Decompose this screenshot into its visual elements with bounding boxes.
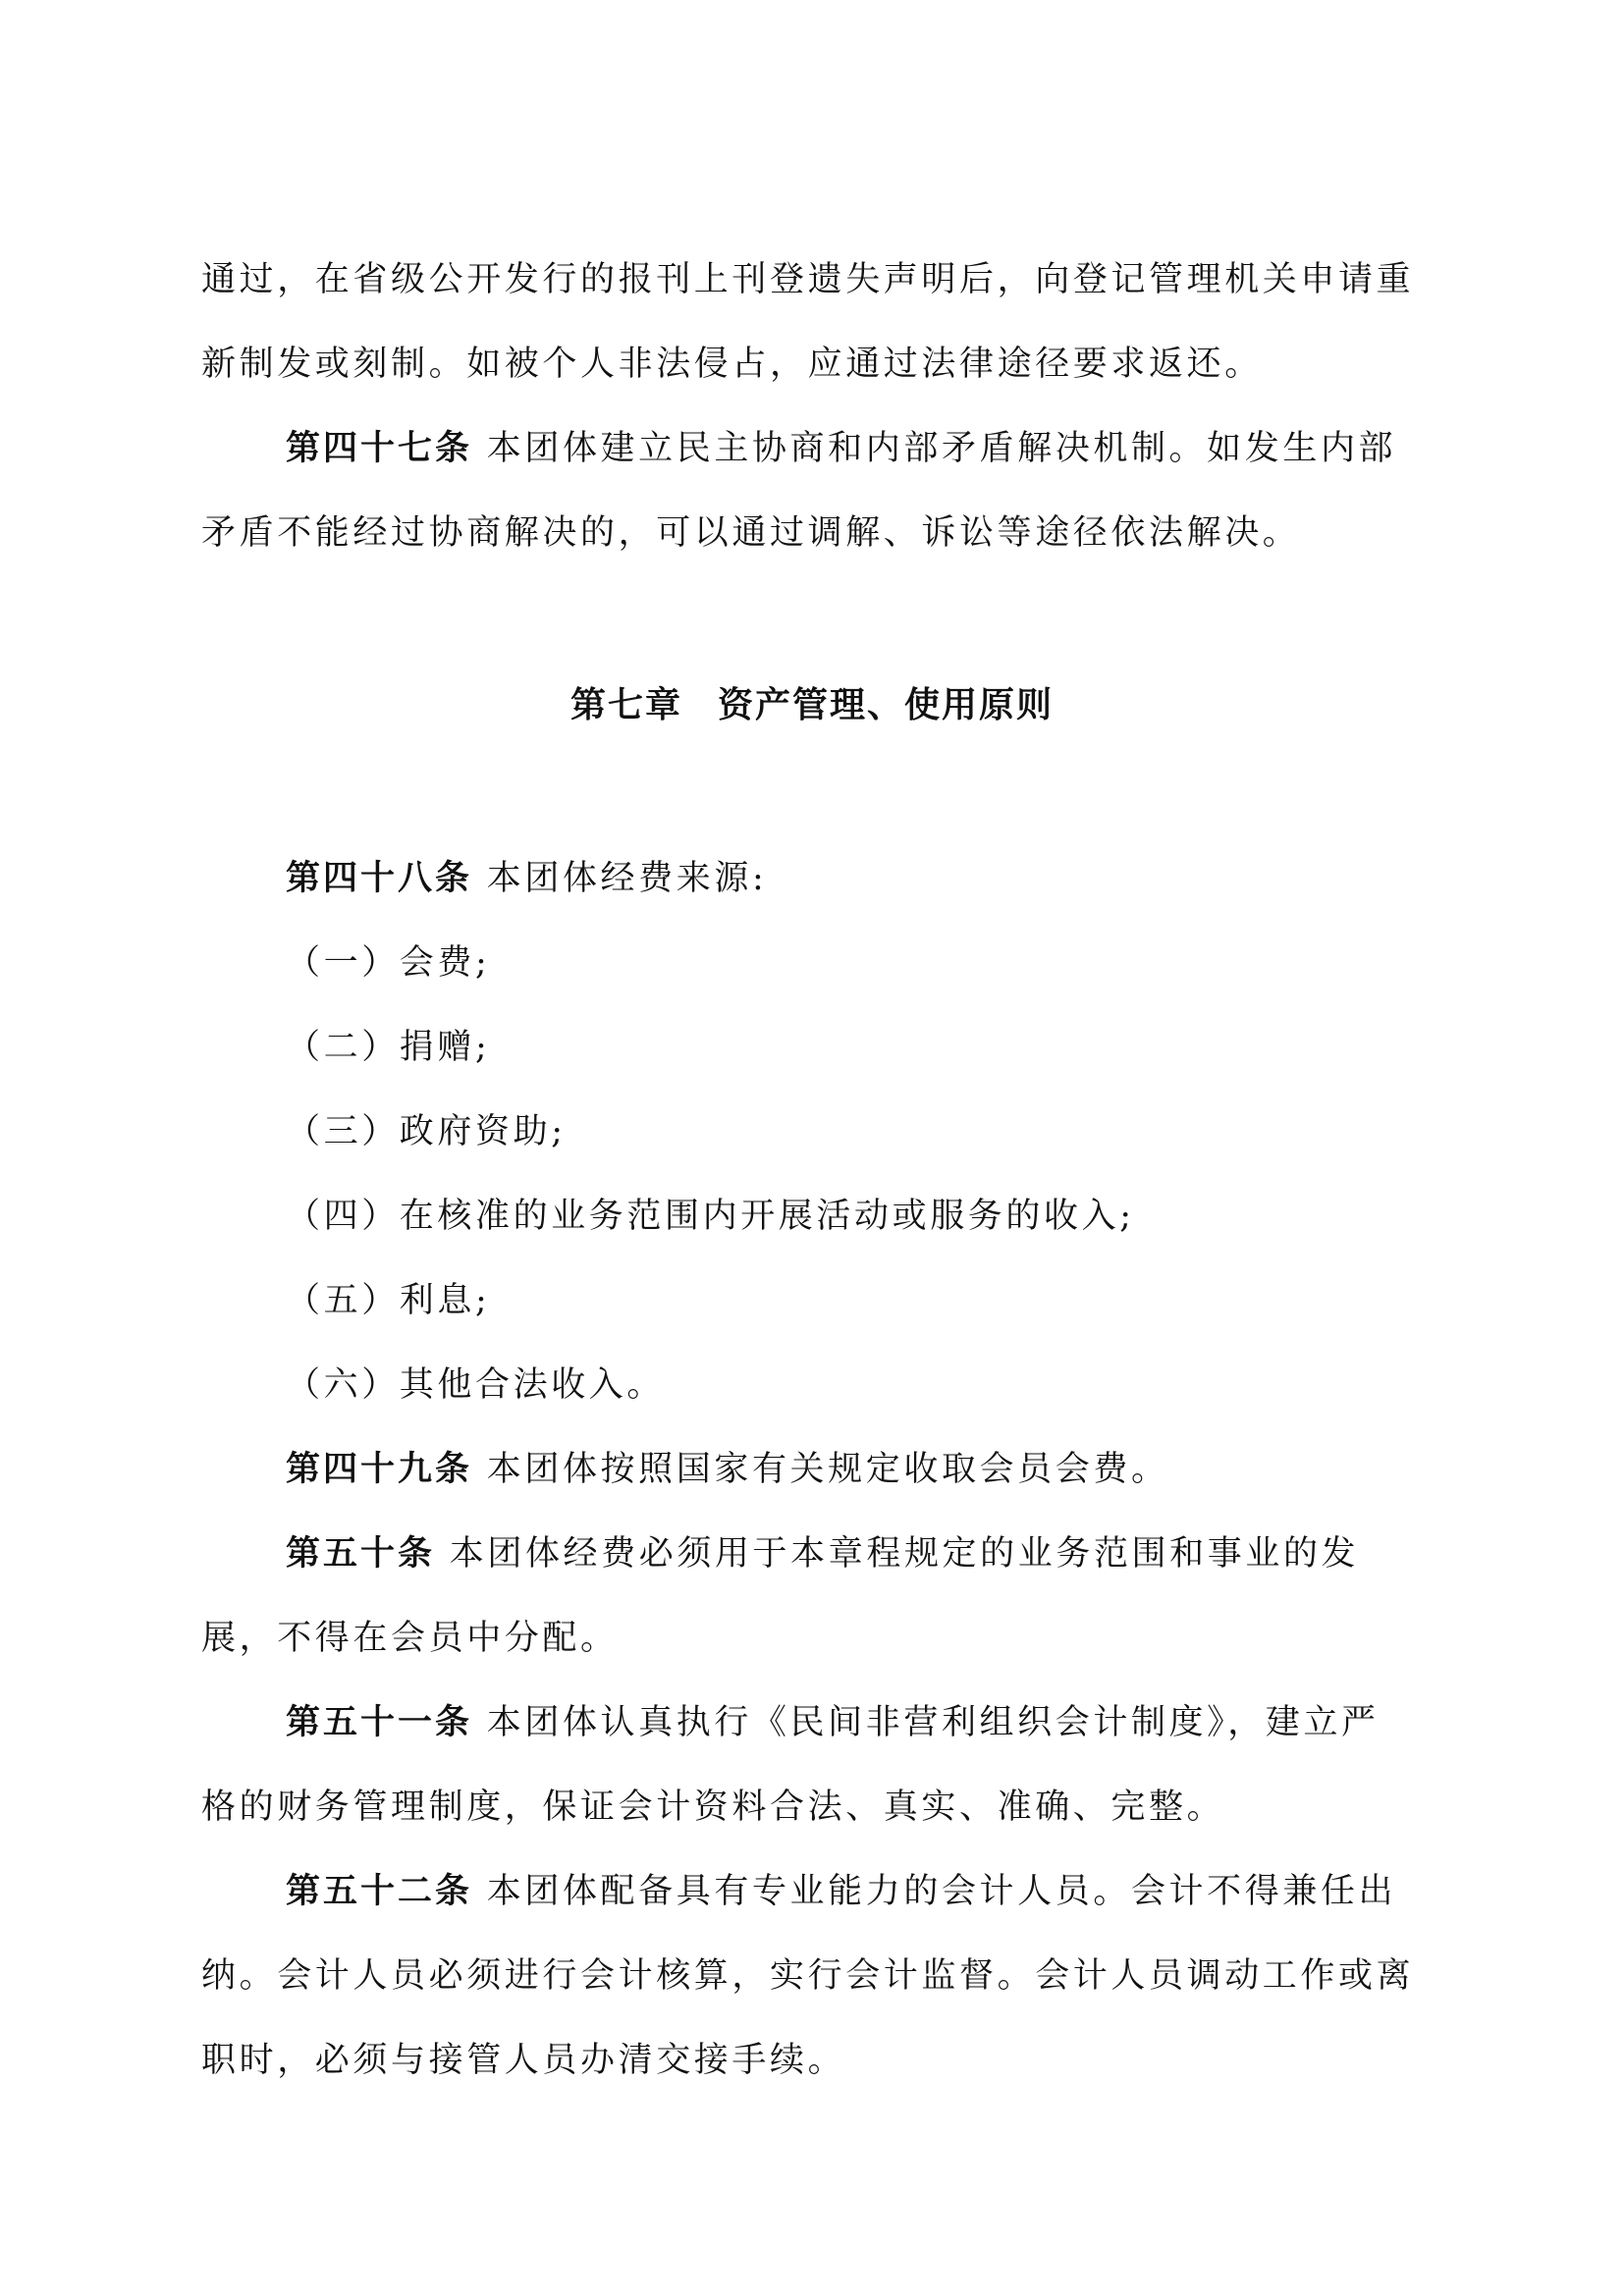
paragraph-line bbox=[201, 257, 1429, 302]
article-47 bbox=[286, 426, 1429, 471]
article-52 bbox=[286, 1869, 1429, 1914]
article-label: 第四十八条 bbox=[286, 858, 473, 898]
article-label: 第四十九条 bbox=[286, 1449, 473, 1489]
paragraph-line bbox=[201, 1785, 1429, 1830]
line-text: 新制发或刻制。如被个人非法侵占，应通过法律途径要求返还。 bbox=[201, 345, 1263, 384]
article-text: 本团体经费来源: bbox=[472, 859, 768, 898]
paragraph-line bbox=[201, 342, 1429, 387]
article-48 bbox=[286, 856, 1429, 901]
chapter-heading bbox=[0, 682, 1624, 727]
article-label: 第五十一条 bbox=[286, 1702, 473, 1742]
article-text: 本团体按照国家有关规定收取会员会费。 bbox=[472, 1450, 1169, 1489]
article-text: 本团体认真执行《民间非营利组织会计制度》，建立严 bbox=[472, 1703, 1380, 1742]
list-item-text: （一）会费; bbox=[286, 943, 491, 983]
line-text: 格的财务管理制度，保证会计资料合法、真实、准确、完整。 bbox=[201, 1788, 1225, 1827]
list-item bbox=[286, 1109, 1429, 1154]
list-item bbox=[286, 1194, 1429, 1239]
list-item-text: （二）捐赠; bbox=[286, 1028, 491, 1067]
list-item-text: （三）政府资助; bbox=[286, 1112, 567, 1151]
list-item-text: （四）在核准的业务范围内开展活动或服务的收入; bbox=[286, 1197, 1135, 1236]
list-item-text: （六）其他合法收入。 bbox=[286, 1365, 666, 1405]
article-label: 第五十条 bbox=[286, 1533, 436, 1574]
list-item bbox=[286, 1278, 1429, 1323]
article-label: 第四十七条 bbox=[286, 428, 473, 468]
line-text: 职时，必须与接管人员办清交接手续。 bbox=[201, 2041, 846, 2080]
line-text: 展，不得在会员中分配。 bbox=[201, 1619, 619, 1658]
line-text: 通过，在省级公开发行的报刊上刊登遗失声明后，向登记管理机关申请重 bbox=[201, 260, 1415, 299]
paragraph-line bbox=[201, 1616, 1429, 1661]
paragraph-line bbox=[201, 2038, 1429, 2083]
list-item bbox=[286, 1025, 1429, 1070]
list-item bbox=[286, 940, 1429, 986]
article-50 bbox=[286, 1531, 1429, 1576]
chapter-number: 第七章 bbox=[569, 684, 682, 725]
article-label: 第五十二条 bbox=[286, 1871, 473, 1911]
article-text: 本团体配备具有专业能力的会计人员。会计不得兼任出 bbox=[472, 1872, 1397, 1911]
paragraph-line bbox=[201, 1953, 1429, 1999]
paragraph-line bbox=[201, 510, 1429, 556]
article-text: 本团体经费必须用于本章程规定的业务范围和事业的发 bbox=[435, 1534, 1360, 1574]
article-text: 本团体建立民主协商和内部矛盾解决机制。如发生内部 bbox=[472, 429, 1397, 468]
line-text: 矛盾不能经过协商解决的，可以通过调解、诉讼等途径依法解决。 bbox=[201, 513, 1301, 553]
line-text: 纳。会计人员必须进行会计核算，实行会计监督。会计人员调动工作或离 bbox=[201, 1956, 1415, 1996]
article-51 bbox=[286, 1700, 1429, 1745]
chapter-title: 资产管理、使用原则 bbox=[718, 684, 1055, 725]
list-item-text: （五）利息; bbox=[286, 1281, 491, 1320]
list-item bbox=[286, 1362, 1429, 1408]
article-49 bbox=[286, 1447, 1429, 1492]
